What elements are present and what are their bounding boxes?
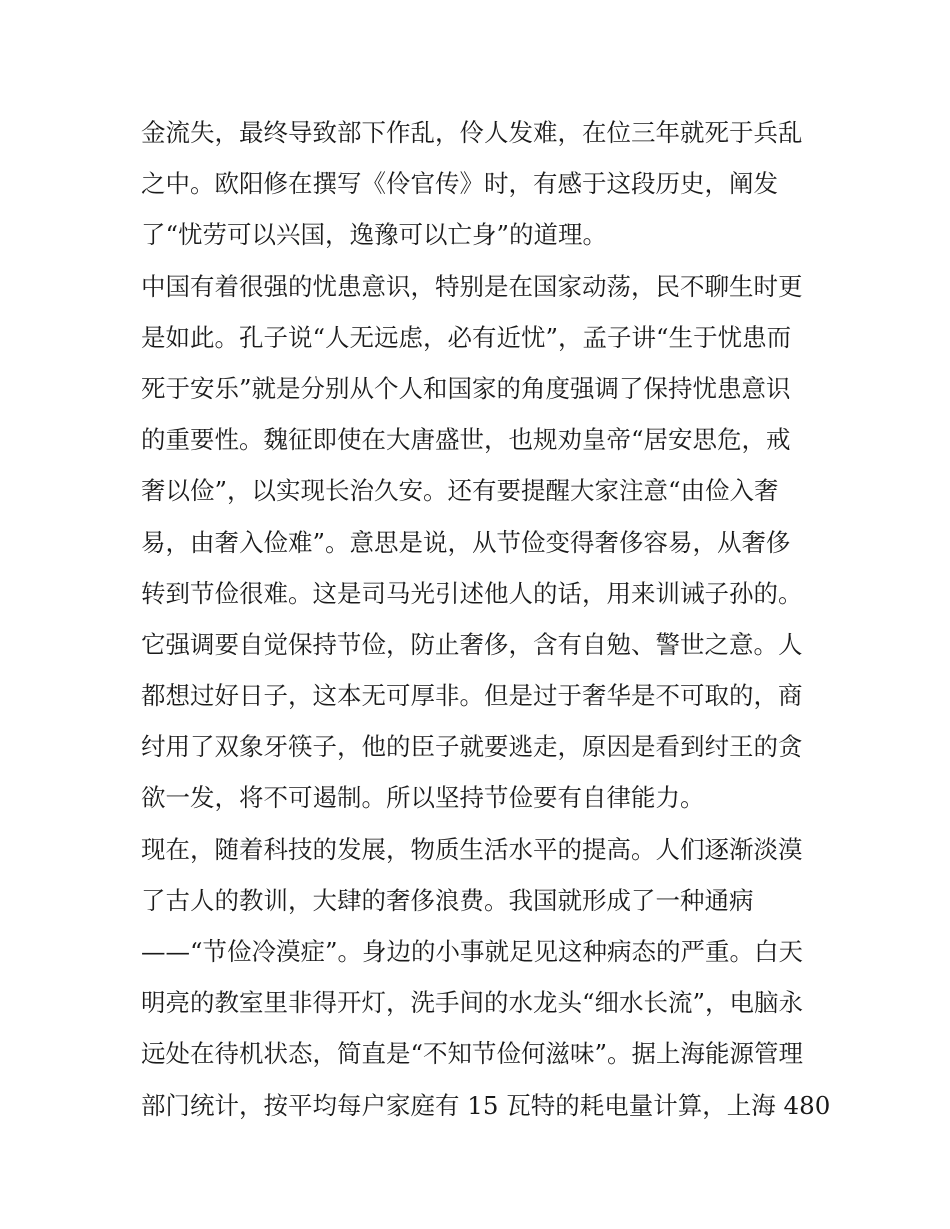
text-line: 的重要性。魏征即使在大唐盛世，也规劝皇帝“居安思危，戒	[141, 425, 791, 455]
text-line: 纣用了双象牙筷子，他的臣子就要逃走，原因是看到纣王的贪	[141, 732, 803, 762]
text-line: 欲一发，将不可遏制。所以坚持节俭要有自律能力。	[141, 783, 705, 813]
text-line: 部门统计，按平均每户家庭有 15 瓦特的耗电量计算，上海 480	[141, 1090, 831, 1120]
text-line: ——“节俭冷漠症”。身边的小事就足见这种病态的严重。白天	[141, 937, 804, 966]
text-line: 金流失，最终导致部下作乱，伶人发难，在位三年就死于兵乱	[141, 118, 803, 147]
text-line: 了“忧劳可以兴国，逸豫可以亡身”的道理。	[141, 220, 608, 250]
text-line: 中国有着很强的忧患意识，特别是在国家动荡，民不聊生时更	[141, 271, 803, 301]
text-line: 都想过好日子，这本无可厚非。但是过于奢华是不可取的，商	[141, 681, 803, 711]
text-line: 现在，随着科技的发展，物质生活水平的提高。人们逐渐淡漠	[141, 834, 803, 864]
text-line: 之中。欧阳修在撰写《伶官传》时，有感于这段历史，阐发	[141, 169, 778, 199]
text-line: 远处在待机状态，简直是“不知节俭何滋味”。据上海能源管理	[141, 1039, 804, 1069]
text-line: 易，由奢入俭难”。意思是说，从节俭变得奢侈容易，从奢侈	[141, 527, 791, 557]
text-line: 是如此。孔子说“人无远虑，必有近忧”，孟子讲“生于忧患而	[141, 322, 792, 352]
text-line: 它强调要自觉保持节俭，防止奢侈，含有自勉、警世之意。人	[141, 629, 803, 659]
text-line: 奢以俭”，以实现长治久安。还有要提醒大家注意“由俭入奢	[141, 476, 779, 506]
text-line: 了古人的教训，大肆的奢侈浪费。我国就形成了一种通病	[141, 885, 754, 915]
text-line: 明亮的教室里非得开灯，洗手间的水龙头“细水长流”，电脑永	[141, 988, 804, 1018]
body-text	[141, 107, 831, 1131]
text-line: 转到节俭很难。这是司马光引述他人的话，用来训诫子孙的。	[141, 578, 803, 608]
text-line: 死于安乐”就是分别从个人和国家的角度强调了保持忧患意识	[141, 373, 791, 403]
